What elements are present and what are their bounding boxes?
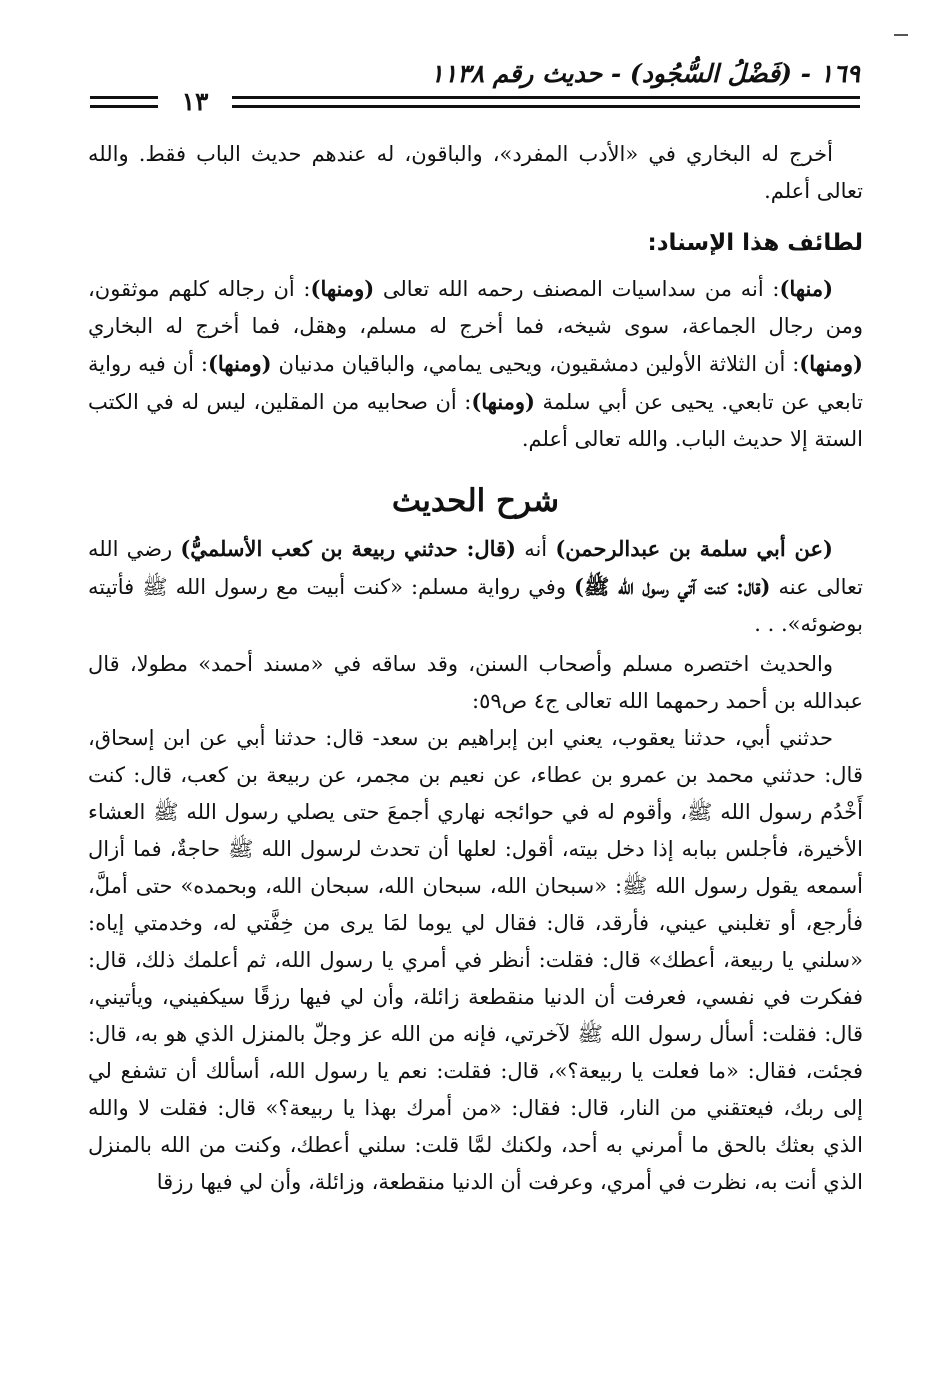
run-5: وفي رواية مسلم: «كنت أبيت مع رسول الله ﷺ فأتيته بوضوئه». . . — [88, 575, 863, 636]
heading-lataif: لطائف هذا الإسناد: — [647, 230, 863, 256]
running-head: ١٦٩ - (فَضْلُ السُّجُود) - حديث رقم ١١٣٨ — [430, 59, 860, 88]
paragraph-sharh — [88, 530, 863, 643]
run-8: (ومنها) — [471, 389, 535, 414]
run-0: (عن أبي سلمة بن عبدالرحمن) — [555, 536, 833, 561]
run-7: : أن فيه رواية تابعي عن تابعي. يحيى عن أبي سلمة — [88, 352, 863, 414]
corner-mark — [894, 34, 908, 36]
run-2: (قال: حدثني ربيعة بن كعب الأسلميُّ) — [180, 536, 516, 561]
run-0: (منها) — [779, 276, 834, 301]
run-1: أنه — [515, 537, 556, 561]
run-4: (قال: كنت آتي رسول الله ﷺ) — [574, 574, 771, 599]
heading-sharh: شرح الحديث — [391, 483, 560, 519]
run-5: : أن الثلاثة الأولين دمشقيون، ويحيى يمامي، والباقيان مدنيان — [271, 352, 800, 376]
run-1: : أنه من سداسيات المصنف رحمه الله تعالى — [374, 277, 780, 301]
run-3: رضي الله تعالى عنه — [88, 537, 863, 599]
paragraph-musnad-intro: والحديث اختصره مسلم وأصحاب السنن، وقد ساقه في «مسند أحمد» مطولا، قال عبدالله بن أحمد رحمهما الله تعالى ج٤ ص٥٩: — [88, 652, 863, 713]
header-rule-long-bottom — [232, 105, 860, 108]
run-2: (ومنها) — [310, 276, 375, 301]
paragraph-intro-end: أخرج له البخاري في «الأدب المفرد»، والباقون، له عندهم حديث الباب فقط. والله تعالى أعلم. — [88, 142, 863, 203]
run-3: : أن رجاله كلهم موثقون، ومن رجال الجماعة، سوى شيخه، فما أخرج له مسلم، وهقل، فما أخرج له البخاري — [88, 277, 863, 338]
header-rule-short-bottom — [90, 105, 158, 108]
paragraph-lataif — [88, 270, 863, 458]
run-9: : أن صحابيه من المقلين، ليس له في الكتب الستة إلا حديث الباب. والله تعالى أعلم. — [88, 390, 863, 451]
header-rule-long-top — [232, 96, 860, 99]
run-4: (ومنها) — [799, 351, 863, 376]
page-number: ١٣ — [181, 87, 209, 116]
run-6: (ومنها) — [207, 351, 272, 376]
header-rule-short-top — [90, 96, 158, 99]
paragraph-musnad-text: حدثني أبي، حدثنا يعقوب، يعني ابن إبراهيم بن سعد- قال: حدثنا أبي عن ابن إسحاق، قال: حدثني محمد بن عمرو بن عطاء، عن نعيم بن مجمر، عن ربيعة بن كعب، قال: كنت أَخْدُم رسول الله ﷺ، وأقوم له في حوائجه نهاري أجمعَ حتى يصلي رسول الله ﷺ العشاء الأخيرة، فأجلس ببابه إذا دخل بيته، أقول: لعلها أن تحدث لرسول الله ﷺ حاجةٌ، فما أزال أسمعه يقول رسول الله ﷺ: «سبحان الله، سبحان الله، سبحان الله، وبحمده» حتى أملَّ، فأرجع، أو تغلبني عيني، فأرقد، قال: فقال لي يوما لمَا يرى من خِفَّتي له، وخدمتي إياه: «سلني يا ربيعة، أعطك» قال: فقلت: أنظر في أمري يا رسول الله، ثم أعلمك ذلك، قال: ففكرت في نفسي، فعرفت أن الدنيا منقطعة زائلة، وأن لي فيها رزقًا سيكفيني، ويأتيني، قال: فقلت: أسأل رسول الله ﷺ لآخرتي، فإنه من الله عز وجلّ بالمنزل الذي هو به، قال: فجئت، فقال: «ما فعلت يا ربيعة؟»، قال: فقلت: نعم يا رسول الله، أسألك أن تشفع لي إلى ربك، فيعتقني من النار، قال: فقال: «من أمرك بهذا يا ربيعة؟» قال: فقلت لا والله الذي بعثك بالحق ما أمرني به أحد، ولكنك لمَّا قلت: سلني أعطك، وكنت من الله بالمنزل الذي أنت به، نظرت في أمري، وعرفت أن الدنيا منقطعة، وزائلة، وأن لي فيها رزقا — [88, 726, 864, 1194]
